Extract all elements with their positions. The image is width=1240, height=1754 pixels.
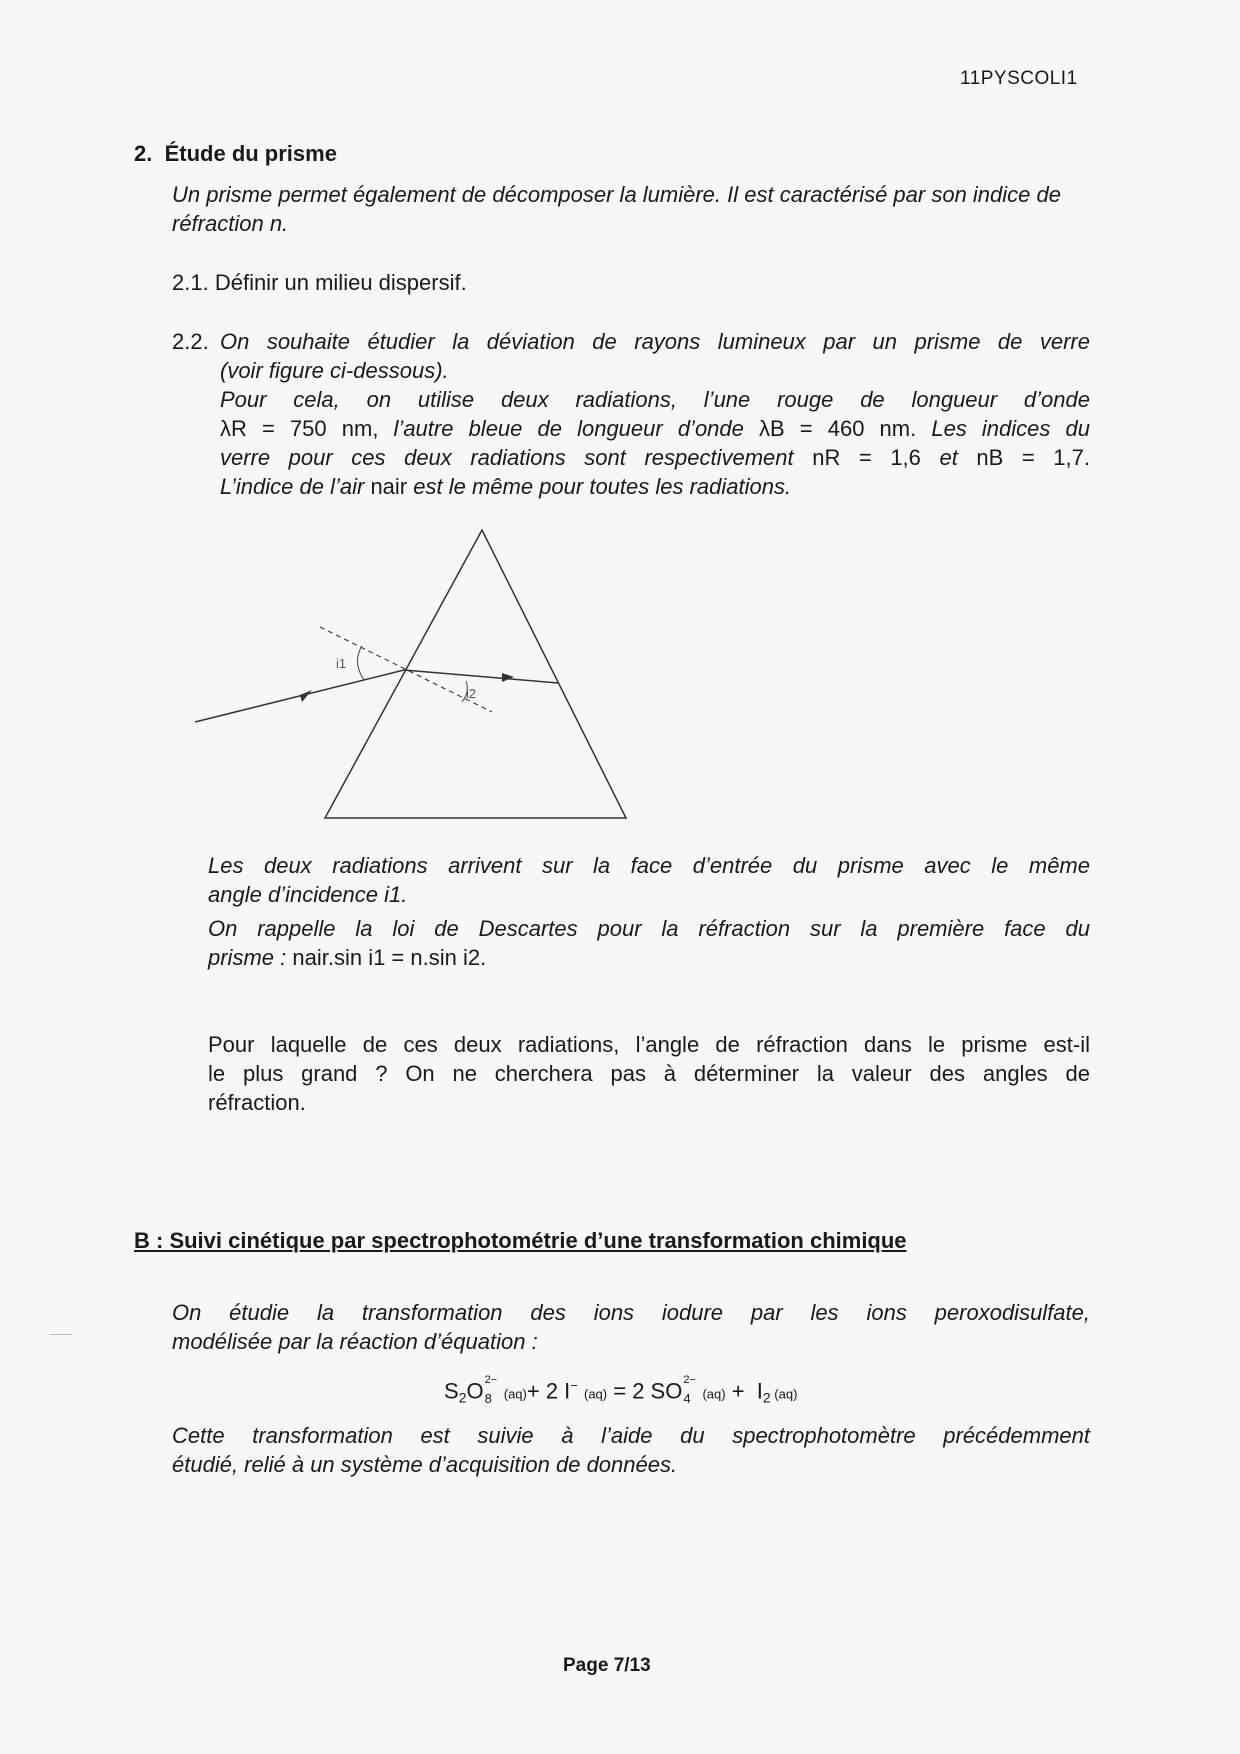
q22-line-1: On souhaite étudier la déviation de rayons lumineux par un prisme de verre bbox=[220, 329, 1090, 354]
reaction-equation: $S_2O$ 2− 8 (aq)+ 2 I− (aq) = 2 SO 2− 4 $(aq) + I_2$ (aq) bbox=[444, 1373, 798, 1406]
section-b-heading: B : Suivi cinétique par spectrophotométrie d’une transformation chimique bbox=[134, 1228, 907, 1253]
q22-line-3: Pour cela, on utilise deux radiations, l’une rouge de longueur d’onde bbox=[220, 387, 1090, 412]
label-i1: i1 bbox=[336, 656, 347, 671]
prism-triangle bbox=[325, 530, 626, 818]
question-number: 2.1. bbox=[172, 270, 209, 295]
question-line-2: le plus grand ? On ne cherchera pas à déterminer la valeur des angles de bbox=[208, 1061, 1090, 1086]
after-fig-line-4: prisme : nair.sin i1 = n.sin i2. bbox=[208, 945, 487, 970]
refracted-arrow bbox=[502, 673, 514, 682]
q22-line-2: (voir figure ci-dessous). bbox=[220, 358, 449, 383]
section-b-outro-1: Cette transformation est suivie à l’aide du spectrophotomètre précédemment bbox=[172, 1423, 1090, 1448]
section-b-outro-2: étudié, relié à un système d’acquisition de données. bbox=[172, 1452, 678, 1477]
question-line-1: Pour laquelle de ces deux radiations, l’angle de réfraction dans le prisme est-il bbox=[208, 1032, 1090, 1057]
section-b-intro-2: modélisée par la réaction d’équation : bbox=[172, 1329, 538, 1354]
section-2-intro: Un prisme permet également de décomposer la lumière. Il est caractérisé par son indice de réfraction n. bbox=[172, 182, 1061, 236]
label-i2: i2 bbox=[466, 686, 477, 701]
question-text: Définir un milieu dispersif. bbox=[214, 270, 467, 295]
section-title: Étude du prisme bbox=[164, 141, 337, 166]
after-fig-line-2: angle d’incidence i1. bbox=[208, 882, 408, 907]
section-b-intro-1: On étudie la transformation des ions iodure par les ions peroxodisulfate, bbox=[172, 1300, 1090, 1325]
n-r: nR = 1,6 bbox=[812, 445, 921, 470]
question-line-3: réfraction. bbox=[208, 1090, 306, 1115]
lambda-b: λB = 460 nm. bbox=[759, 416, 917, 441]
question-2-2-number: 2.2. bbox=[172, 329, 209, 354]
q22-line-5: verre pour ces deux radiations sont respectivement nR = 1,6 et nB = 1,7. bbox=[220, 445, 1091, 470]
page-number: Page 7/13 bbox=[563, 1655, 651, 1676]
incident-arrow bbox=[300, 690, 312, 702]
incident-ray bbox=[195, 670, 404, 722]
section-number: 2. bbox=[134, 141, 153, 166]
after-fig-line-3: On rappelle la loi de Descartes pour la réfraction sur la première face du bbox=[208, 916, 1090, 941]
q22-line-6: L’indice de l’air nair est le même pour toutes les radiations. bbox=[220, 474, 792, 499]
n-air: nair bbox=[370, 474, 408, 499]
n-b: nB = 1,7. bbox=[976, 445, 1091, 470]
stray-mark bbox=[50, 1334, 72, 1335]
descartes-law: nair.sin i1 = n.sin i2. bbox=[292, 945, 487, 970]
lambda-r: λR = 750 nm, bbox=[220, 416, 379, 441]
after-fig-line-1: Les deux radiations arrivent sur la face d’entrée du prisme avec le même bbox=[208, 853, 1090, 878]
document-code: 11PYSCOLI1 bbox=[960, 68, 1078, 89]
q22-line-4: λR = 750 nm, l’autre bleue de longueur d’onde λB = 460 nm. Les indices du bbox=[220, 416, 1090, 441]
refracted-ray bbox=[404, 670, 558, 683]
angle-arc-i1 bbox=[357, 646, 364, 680]
